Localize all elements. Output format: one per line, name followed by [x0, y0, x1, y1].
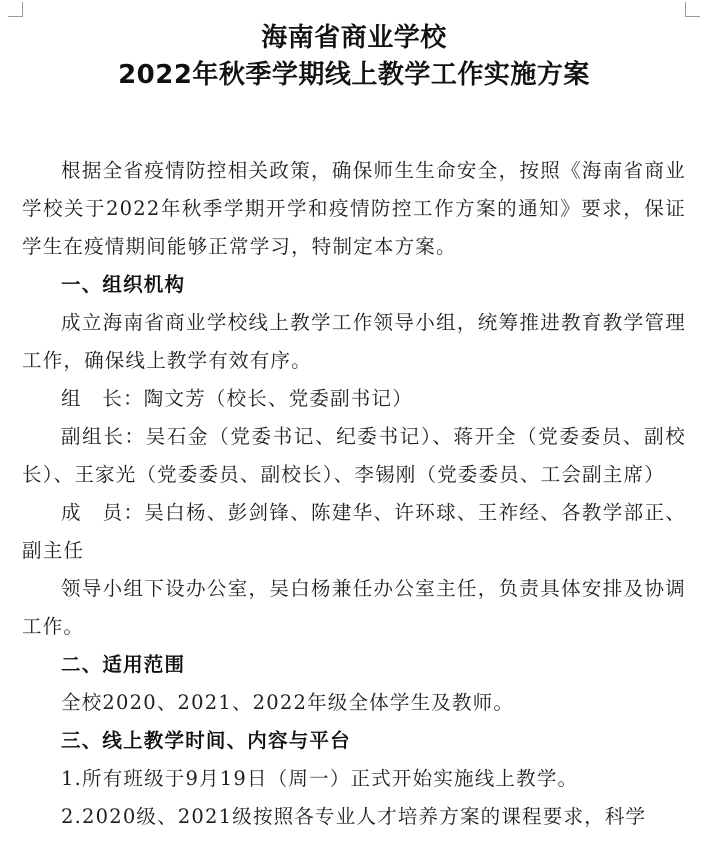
organization-paragraph: 成立海南省商业学校线上教学工作领导小组，统筹推进教育教学管理工作，确保线上教学有效有序。: [22, 311, 686, 372]
document-title-line-2: 2022年秋季学期线上教学工作实施方案: [118, 60, 590, 90]
section-heading-schedule: 三、线上教学时间、内容与平台: [61, 729, 351, 752]
scope-paragraph: 全校2020、2021、2022年级全体学生及教师。: [61, 691, 515, 714]
group-leader-line: 组 长：陶文芳（校长、党委副书记）: [61, 387, 413, 410]
page-corner-mark-right: [685, 2, 700, 17]
members-line: 成 员：吴白杨、彭剑锋、陈建华、许环球、王祚经、各教学部正、副主任: [22, 501, 686, 562]
intro-paragraph: 根据全省疫情防控相关政策，确保师生生命安全，按照《海南省商业学校关于2022年秋季学期开学和疫情防控工作方案的通知》要求，保证学生在疫情期间能够正常学习，特制定本方案。: [22, 159, 686, 258]
document-page: [22, 0, 686, 836]
page-corner-mark-left: [8, 2, 23, 17]
section-heading-organization: 一、组织机构: [61, 273, 186, 296]
title-spacing: [22, 94, 686, 152]
office-paragraph: 领导小组下设办公室，吴白杨兼任办公室主任，负责具体安排及协调工作。: [22, 577, 686, 638]
schedule-item-1: 1.所有班级于9月19日（周一）正式开始实施线上教学。: [61, 767, 579, 790]
document-title-line-1: 海南省商业学校: [261, 23, 447, 53]
document-body: [22, 152, 686, 836]
schedule-item-2: 2.2020级、2021级按照各专业人才培养方案的课程要求，科学: [61, 805, 647, 828]
deputy-leaders-line: 副组长：吴石金（党委书记、纪委书记）、蒋开全（党委委员、副校长）、王家光（党委委员、副校长）、李锡刚（党委委员、工会副主席）: [22, 425, 686, 486]
section-heading-scope: 二、适用范围: [61, 653, 186, 676]
